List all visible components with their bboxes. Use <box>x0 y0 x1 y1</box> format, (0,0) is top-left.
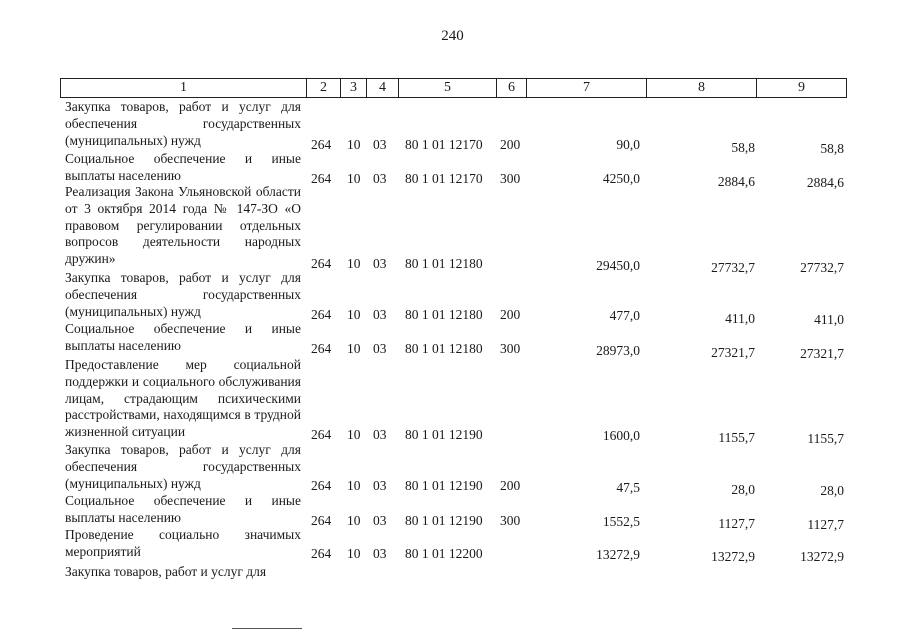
column-header-5: 5 <box>398 78 496 98</box>
cell-amount-8: 28,0 <box>731 482 755 497</box>
cell-amount-9: 27732,7 <box>800 260 844 275</box>
cell-amount-9: 58,8 <box>820 141 844 156</box>
row-description: Социальное обеспечение и иные выплаты населению <box>65 321 301 353</box>
cell-expense-type: 300 <box>500 341 521 356</box>
cell-amount-8: 1127,7 <box>718 516 755 531</box>
cell-expense-type: 300 <box>500 513 521 528</box>
cell-section: 10 <box>347 307 361 322</box>
cell-code: 264 <box>311 137 332 152</box>
row-description: Социальное обеспечение и иные выплаты населению <box>65 493 301 525</box>
cell-expense-type: 200 <box>500 307 521 322</box>
cell-amount-8: 411,0 <box>725 311 755 326</box>
cell-amount-9: 411,0 <box>814 312 844 327</box>
cell-amount-9: 27321,7 <box>800 346 844 361</box>
cell-code: 264 <box>311 546 332 561</box>
cell-section: 10 <box>347 137 361 152</box>
cell-section: 10 <box>347 427 361 442</box>
cell-target-article: 80 1 01 12190 <box>405 427 483 442</box>
cell-subsection: 03 <box>373 513 387 528</box>
cell-code: 264 <box>311 171 332 186</box>
cell-code: 264 <box>311 256 332 271</box>
cell-amount-7: 4250,0 <box>602 171 640 186</box>
cell-amount-7: 90,0 <box>616 137 640 152</box>
cell-subsection: 03 <box>373 256 387 271</box>
cell-amount-7: 28973,0 <box>596 343 640 358</box>
cell-section: 10 <box>347 341 361 356</box>
cell-amount-8: 2884,6 <box>717 174 755 189</box>
cell-amount-9: 1127,7 <box>807 517 844 532</box>
column-header-6: 6 <box>496 78 526 98</box>
row-description: Реализация Закона Ульяновской области от 3 октября 2014 года № 147-ЗО «О правовом регулировании отдельных вопросов деятельности народных дружин» <box>65 184 301 267</box>
cell-amount-7: 13272,9 <box>596 547 640 562</box>
cell-subsection: 03 <box>373 307 387 322</box>
cell-target-article: 80 1 01 12190 <box>405 478 483 493</box>
row-description: Социальное обеспечение и иные выплаты населению <box>65 151 301 183</box>
cell-subsection: 03 <box>373 427 387 442</box>
row-description: Закупка товаров, работ и услуг для обеспечения государственных (муниципальных) нужд <box>65 270 301 319</box>
cell-amount-7: 1600,0 <box>602 428 640 443</box>
cell-section: 10 <box>347 546 361 561</box>
row-description: Закупка товаров, работ и услуг для обеспечения государственных (муниципальных) нужд <box>65 442 301 491</box>
cell-subsection: 03 <box>373 341 387 356</box>
cell-subsection: 03 <box>373 171 387 186</box>
cell-target-article: 80 1 01 12190 <box>405 513 483 528</box>
row-description: Предоставление мер социальной поддержки и социального обслуживания лицам, страдающим психическими расстройствами, находящимся в трудной жизненной ситуации <box>65 357 301 440</box>
cell-target-article: 80 1 01 12180 <box>405 307 483 322</box>
cell-code: 264 <box>311 341 332 356</box>
row-description: Закупка товаров, работ и услуг для <box>65 564 267 579</box>
cell-amount-8: 13272,9 <box>711 549 755 564</box>
cell-subsection: 03 <box>373 137 387 152</box>
cell-expense-type: 200 <box>500 478 521 493</box>
cell-amount-7: 477,0 <box>609 308 640 323</box>
column-header-2: 2 <box>306 78 340 98</box>
cell-target-article: 80 1 01 12170 <box>405 137 483 152</box>
footer-divider <box>232 628 302 629</box>
cell-amount-7: 29450,0 <box>596 258 640 273</box>
cell-subsection: 03 <box>373 546 387 561</box>
row-description: Закупка товаров, работ и услуг для обеспечения государственных (муниципальных) нужд <box>65 99 301 148</box>
cell-amount-7: 47,5 <box>616 480 640 495</box>
cell-target-article: 80 1 01 12170 <box>405 171 483 186</box>
column-header-9: 9 <box>756 78 847 98</box>
cell-code: 264 <box>311 478 332 493</box>
cell-section: 10 <box>347 478 361 493</box>
cell-amount-8: 1155,7 <box>718 430 755 445</box>
cell-amount-7: 1552,5 <box>602 514 640 529</box>
cell-subsection: 03 <box>373 478 387 493</box>
cell-amount-9: 1155,7 <box>807 431 844 446</box>
cell-target-article: 80 1 01 12180 <box>405 341 483 356</box>
row-description: Проведение социально значимых мероприятий <box>65 527 301 559</box>
cell-target-article: 80 1 01 12200 <box>405 546 483 561</box>
cell-amount-8: 27732,7 <box>711 260 755 275</box>
column-header-7: 7 <box>526 78 646 98</box>
cell-code: 264 <box>311 307 332 322</box>
cell-amount-9: 28,0 <box>820 483 844 498</box>
cell-amount-8: 27321,7 <box>711 345 755 360</box>
column-header-8: 8 <box>646 78 756 98</box>
cell-expense-type: 200 <box>500 137 521 152</box>
cell-section: 10 <box>347 256 361 271</box>
page-number: 240 <box>441 28 464 44</box>
cell-expense-type: 300 <box>500 171 521 186</box>
column-header-3: 3 <box>340 78 366 98</box>
cell-code: 264 <box>311 513 332 528</box>
cell-amount-9: 13272,9 <box>800 549 844 564</box>
cell-section: 10 <box>347 513 361 528</box>
column-header-1: 1 <box>60 78 306 98</box>
cell-amount-9: 2884,6 <box>806 175 844 190</box>
column-header-4: 4 <box>366 78 398 98</box>
cell-code: 264 <box>311 427 332 442</box>
cell-section: 10 <box>347 171 361 186</box>
cell-target-article: 80 1 01 12180 <box>405 256 483 271</box>
cell-amount-8: 58,8 <box>731 140 755 155</box>
